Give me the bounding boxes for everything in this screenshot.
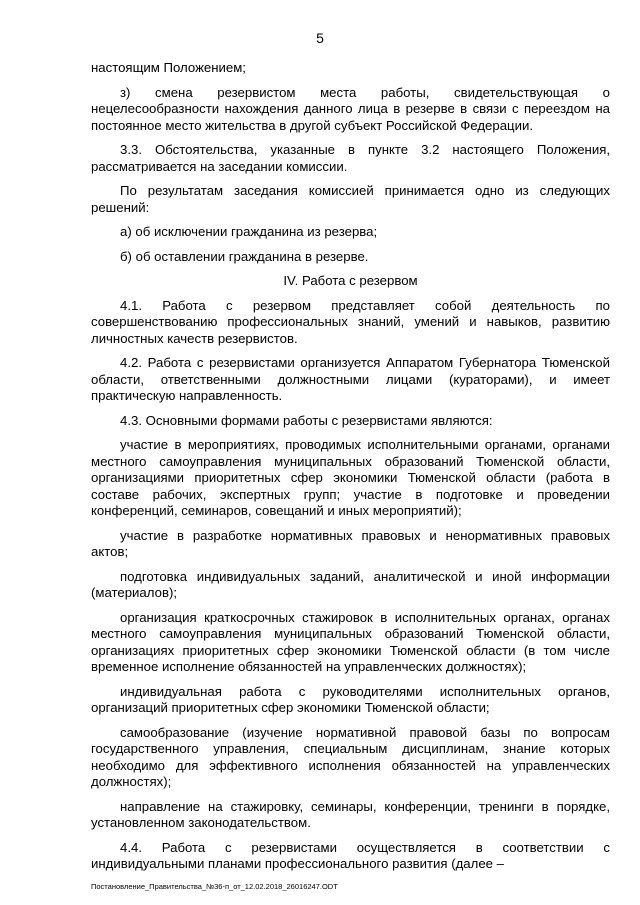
paragraph: а) об исключении гражданина из резерва; (120, 224, 378, 239)
paragraph: самообразование (изучение нормативной правовой базы по вопросам государственного управления, специальным дисциплинам, знание которых необходимо для эффективного исполнения обязанностей на управленческих должностях); (91, 724, 610, 789)
paragraph: участие в мероприятиях, проводимых исполнительными органами, органами местного самоуправления муниципальных образований Тюменской области, организациями приоритетных сфер экономики Тюменской области (работа в составе рабочих, экспертных групп; участие в подготовке и проведении конференций, семинаров, совещаний и иных мероприятий); (91, 437, 610, 518)
paragraph: 4.4. Работа с резервистами осуществляется в соответствии с индивидуальными планами профессионального развития (далее – (91, 839, 610, 871)
paragraph: настоящим Положением; (91, 60, 246, 75)
paragraph: б) об оставлении гражданина в резерве. (120, 248, 369, 264)
paragraph: з) смена резервистом места работы, свидетельствующая о нецелесообразности нахождения данного лица в резерве в связи с переездом на постоянное место жительства в другой субъект Российской Федерации. (91, 84, 610, 133)
paragraph: 4.3. Основными формами работы с резервистами являются: (120, 412, 493, 428)
paragraph: 4.2. Работа с резервистами организуется Аппаратом Губернатора Тюменской области, ответственными должностными лицами (кураторами), и имеет практическую направленность. (91, 355, 610, 403)
page-number: 5 (316, 30, 324, 46)
paragraph: участие в разработке нормативных правовых и ненормативных правовых актов; (91, 527, 610, 559)
paragraph: 3.3. Обстоятельства, указанные в пункте 3.2 настоящего Положения, рассматривается на заседании комиссии. (91, 142, 610, 174)
paragraph: подготовка индивидуальных заданий, аналитической и иной информации (материалов); (91, 568, 610, 600)
section-heading: IV. Работа с резервом (283, 273, 418, 288)
document-footer: Постановление_Правительства_№36-п_от_12.02.2018_26016247.ODT (91, 882, 338, 891)
paragraph: организация краткосрочных стажировок в исполнительных органах, органах местного самоуправления муниципальных образований Тюменской области, организациях приоритетных сфер экономики Тюменской области (в том числе временное исполнение обязанностей на управленческих должностях); (91, 609, 610, 674)
paragraph: По результатам заседания комиссией принимается одно из следующих решений: (91, 183, 610, 215)
document-body (91, 60, 610, 881)
paragraph: индивидуальная работа с руководителями исполнительных органов, организаций приоритетных сфер экономики Тюменской области; (91, 683, 610, 715)
paragraph: 4.1. Работа с резервом представляет собой деятельность по совершенствованию профессиональных знаний, умений и навыков, развитию личностных качеств резервистов. (91, 297, 610, 346)
paragraph: направление на стажировку, семинары, конференции, тренинги в порядке, установленном законодательством. (91, 798, 610, 830)
